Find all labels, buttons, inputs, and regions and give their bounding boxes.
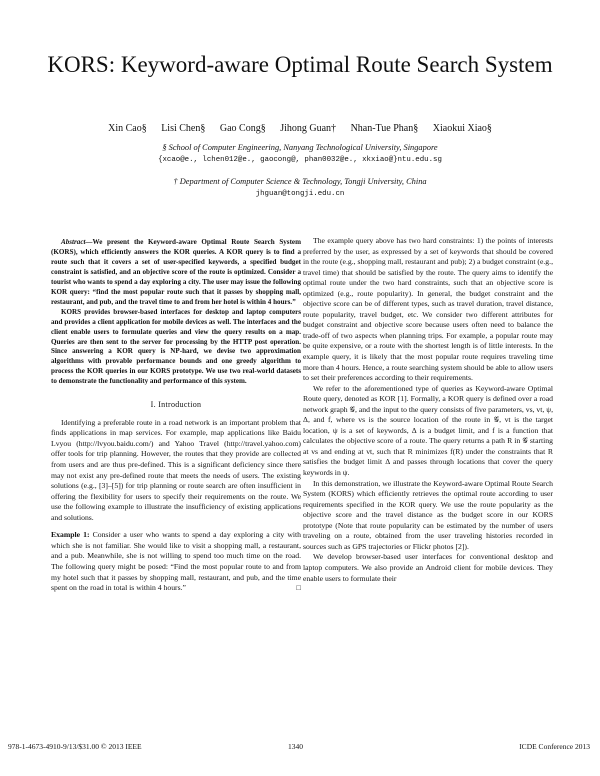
affiliation-ntu: § School of Computer Engineering, Nanyang Technological University, Singapore [162,143,438,152]
body-paragraph: The example query above has two hard constraints: 1) the points of interests preferred by the user, as expressed by a set of keywords that should be covered in the route (e.g., shopping mall, restaurant and pub); 2) a budget constraint (e.g., travel time) that should be satisfied by the route. The query aims to identify the optimal route under the two hard constraints, such that an objective score is optimized (e.g., route popularity). In general, the budget constraint and the objective score can be of different types, such as travel duration, travel distance, route popularity, travel budget, etc. We consider two different attributes for budget constraint and objective score because users often need to balance the trade-off of two aspects when planning trips. For example, a popular route may be quite expensive, or a route with the shortest length is of little interests. In the example query, it is likely that the most popular route requires traveling time more than 4 hours. Hence, a route searching system should be able to allow users to set their preferences according to their requirements. [303,236,553,383]
affiliation-tongji: † Department of Computer Science & Technology, Tongji University, China [173,177,427,186]
right-column [303,236,553,584]
page-number: 1340 [288,742,303,751]
emails-ntu: {xcao@e., lchen012@e., gaocong@, phan0032@e., xkxiao@}ntu.edu.sg [158,156,442,164]
abstract-paragraph: We present the Keyword-aware Optimal Route Search System (KORS), which efficiently answers the KOR queries. A KOR query is to find a route such that it covers a set of user-specified keywords, a specified budget constraint is satisfied, and an objective score of the route is optimized. Consider a tourist who wants to spend a day exploring a city. The user may issue the following KOR query: “find the most popular route such that it passes by shopping mall, restaurant, and pub, and the travel time to and from her hotel is within 4 hours.” [51,238,301,306]
abstract [51,238,301,387]
qed-symbol: □ [296,583,301,593]
author: Jihong Guan† [280,123,337,134]
paper-title: KORS: Keyword-aware Optimal Route Search System [47,52,553,77]
section-heading: I. Introduction [150,400,202,410]
abstract-label: Abstract— [61,238,93,246]
author: Xin Cao§ [108,123,147,134]
left-column [51,238,301,594]
example-paragraph [51,530,301,593]
email-tongji: jhguan@tongji.edu.cn [255,190,345,198]
example-text: Consider a user who wants to spend a day exploring a city with which she is not familiar. She would like to visit a shopping mall, a restaurant, and a pub. Meanwhile, she is not willing to spend too much time on the road. The following query might be posed: “Find the most popular route to and from my hotel such that it passes by shopping mall, restaurant, and pub, and the time spent on the road in total is within 4 hours.” [51,530,302,593]
author: Nhan-Tue Phan§ [350,123,419,134]
author: Lisi Chen§ [161,123,206,134]
abstract-paragraph: KORS provides browser-based interfaces for desktop and laptop computers and provides a client application for mobile devices as well. The interfaces and the client enable users to formulate queries and view the query results on a map. Queries are then sent to the server for processing by the HTTP post operation. Since answering a KOR query is NP-hard, we devise two approximation algorithms with provable performance bounds and one greedy algorithm to process the KOR queries in our KORS prototype. We use two real-world datasets to demonstrate the functionality and performance of this system. [51,307,301,386]
body-paragraph: We refer to the aforementioned type of queries as Keyword-aware Optimal Route query, denoted as KOR [1]. Formally, a KOR query is defined over a road network graph 𝒢, and the input to the query consists of five parameters, vs, vt, ψ, Δ, and f, where vs is the source location of the route in 𝒢, vt is the target location, ψ is a set of keywords, Δ is a budget limit, and f is a function that calculates the objective score of a route. The query returns a path R in 𝒢 starting at vs and ending at vt, such that R minimizes f(R) under the constraints that R satisfies the budget limit Δ and passes through locations that cover the query keywords in ψ. [303,383,553,478]
author: Gao Cong§ [219,123,266,134]
footer-conference: ICDE Conference 2013 [519,742,590,751]
author-list [40,123,560,134]
example-label: Example 1: [51,530,90,540]
body-paragraph: We develop browser-based user interfaces for conventional desktop and laptop computers. We also provide an Android client for mobile devices. They enable users to formulate their [303,552,553,583]
body-paragraph: In this demonstration, we illustrate the Keyword-aware Optimal Route Search System (KORS) which efficiently retrieves the optimal route according to user requirements specified in the KOR query. We use the route popularity as the objective score and the travel distance as the budget score in our KORS prototype (Note that route popularity can be estimated by the number of users traveling on a route, obtained from the user traveling histories recorded in sources such as GPS trajectories or Flickr photos [2]). [303,478,553,551]
footer-isbn: 978-1-4673-4910-9/13/$31.00 © 2013 IEEE [8,742,142,751]
body-paragraph: Identifying a preferable route in a road network is an important problem that finds applications in map services. For example, map applications like Baidu Lvyou (http://lvyou.baidu.com/) and Yahoo Travel (http://travel.yahoo.com) offer tools for trip planning. However, the routes that they provide are collected from users and are thus pre-defined. This is a significant deficiency since there may not exist any pre-defined route that meets the needs of users. The existing solutions (e.g., [3]–[5]) for trip planning or route search are often insufficient in offering the flexibility for users to specify their requirements on the route. We use the following example to illustrate the insufficiency of existing applications and solutions. [51,417,301,522]
author: Xiaokui Xiao§ [432,123,492,134]
